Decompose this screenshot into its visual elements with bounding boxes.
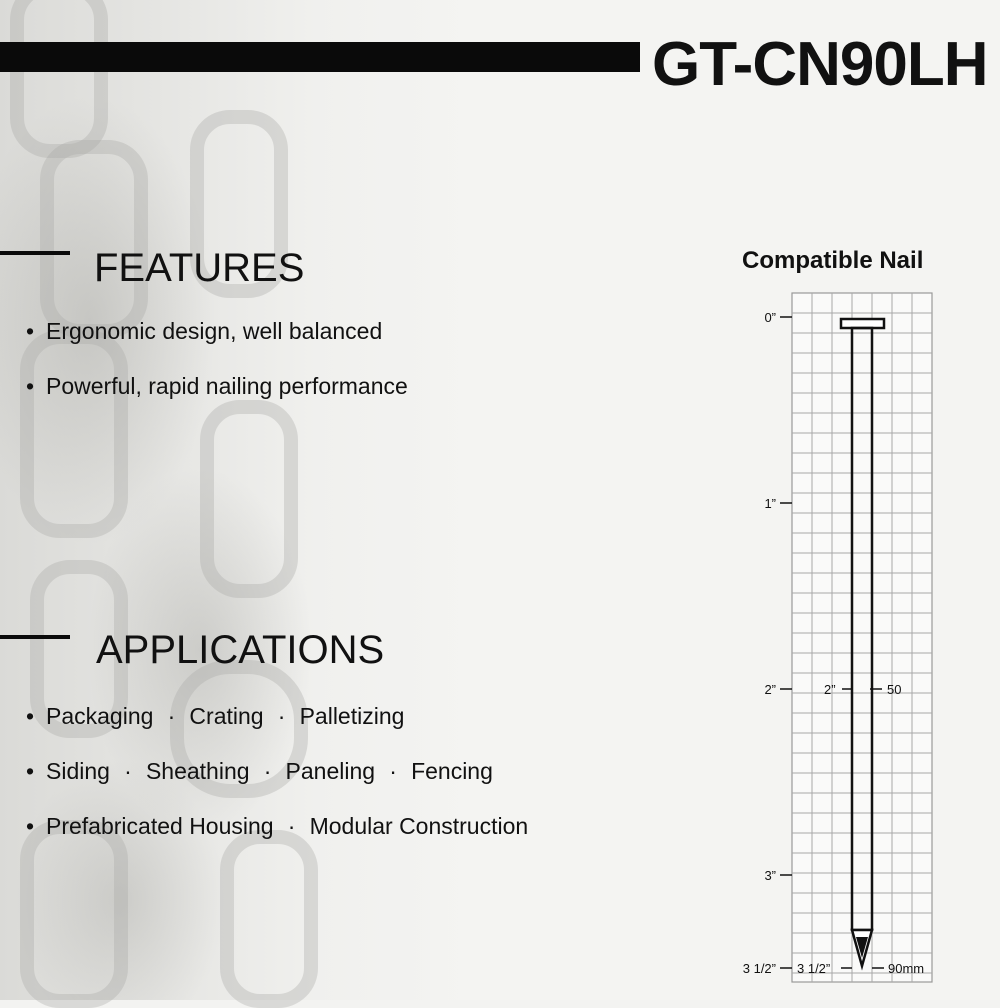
application-item: Sheathing (145, 758, 250, 784)
length-mm-label: 90mm (888, 961, 925, 976)
separator-dot: · (263, 758, 272, 784)
bullet-icon: • (26, 703, 35, 729)
separator-dot: · (277, 703, 286, 729)
bullet-icon: • (26, 758, 35, 784)
application-item: Paneling (285, 758, 376, 784)
application-item: Palletizing (299, 703, 405, 729)
application-item: Modular Construction (309, 813, 529, 839)
application-item: Packaging (46, 703, 154, 729)
application-item: Siding (46, 758, 110, 784)
model-title: GT-CN90LH (652, 30, 988, 99)
features-title: FEATURES (94, 246, 305, 290)
feature-text: Ergonomic design, well balanced (46, 318, 383, 344)
separator-dot: · (287, 813, 296, 839)
mid-mm-label: 50 (887, 682, 902, 697)
separator-dot: · (389, 758, 397, 784)
applications-title: APPLICATIONS (96, 628, 385, 672)
ruler-ticks (743, 310, 792, 976)
ruler-tick-label: 3” (764, 868, 776, 883)
ruler-tick-label: 1” (764, 496, 776, 511)
nail-head (841, 319, 884, 328)
compatible-nail-title: Compatible Nail (742, 247, 924, 274)
ruler-tick-label: 2” (764, 682, 776, 697)
application-item: Fencing (411, 758, 493, 784)
feature-text: Powerful, rapid nailing performance (46, 373, 408, 399)
measurement-grid (792, 293, 932, 982)
bullet-icon: • (26, 318, 35, 344)
application-item: Crating (189, 703, 264, 729)
ruler-tick-label: 3 1/2” (742, 961, 776, 976)
application-item: Prefabricated Housing (46, 813, 274, 839)
separator-dot: · (167, 703, 176, 729)
bullet-icon: • (26, 373, 35, 399)
bullet-icon: • (26, 813, 35, 839)
grid-frame (792, 293, 932, 982)
length-inch-label: 3 1/2” (797, 961, 831, 976)
separator-dot: · (124, 758, 132, 784)
ruler-tick-label: 0” (764, 310, 776, 325)
mid-inch-label: 2” (824, 682, 836, 697)
